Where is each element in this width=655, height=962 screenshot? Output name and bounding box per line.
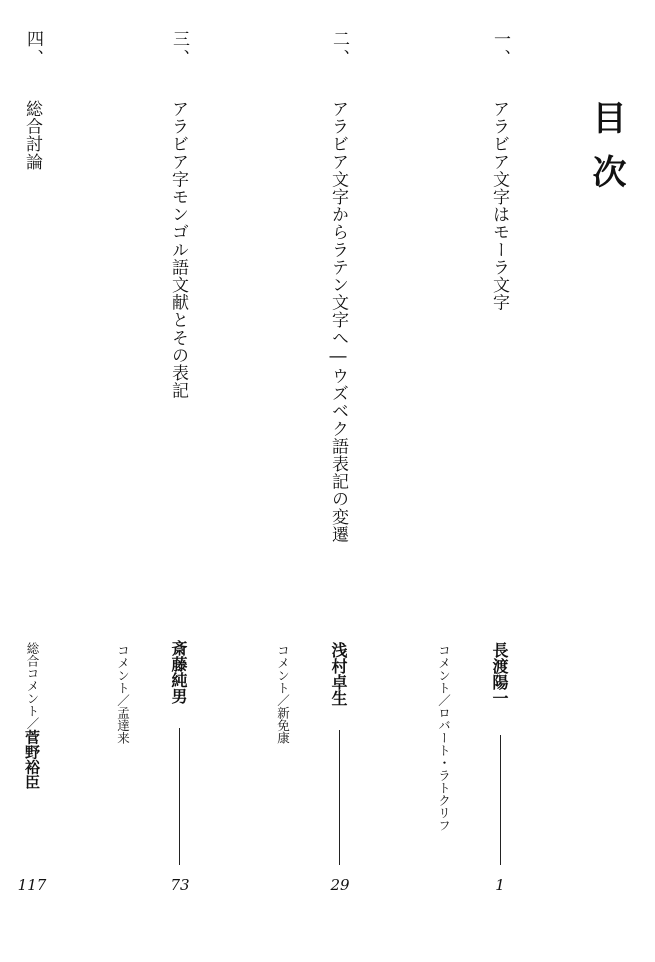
section-author: 長渡陽一 [490, 642, 509, 706]
author-dash [339, 730, 340, 865]
page-number[interactable]: 117 [17, 876, 47, 894]
toc-heading: 目次 [586, 100, 626, 208]
section-comment: コメント／新免康 [275, 644, 291, 744]
general-comment [24, 642, 40, 790]
page-number[interactable]: 1 [495, 876, 505, 894]
section-title[interactable]: アラビア文字からラテン文字へ―ウズベク語表記の変遷 [328, 100, 348, 543]
section-number: 二、 [329, 30, 349, 68]
section-title[interactable]: アラビア字モンゴル語文献とその表記 [168, 100, 188, 400]
section-author: 斎藤純男 [169, 640, 188, 704]
author-dash [179, 728, 180, 865]
section-number: 一、 [490, 30, 510, 68]
section-number: 三、 [169, 30, 189, 68]
section-author: 浅村卓生 [329, 642, 348, 706]
section-comment: コメント／ロバート・ラトクリフ [436, 644, 452, 832]
section-comment: コメント／孟達来 [115, 644, 131, 744]
author-dash [500, 735, 501, 865]
page-number[interactable]: 29 [330, 876, 350, 894]
general-comment-author: 菅野裕臣 [23, 729, 41, 790]
section-title[interactable]: アラビア文字はモーラ文字 [489, 100, 509, 312]
page-number[interactable]: 73 [170, 876, 190, 894]
section-title[interactable]: 総合討論 [22, 100, 42, 171]
general-comment-label: 総合コメント／ [25, 642, 40, 730]
section-number: 四、 [23, 30, 43, 68]
